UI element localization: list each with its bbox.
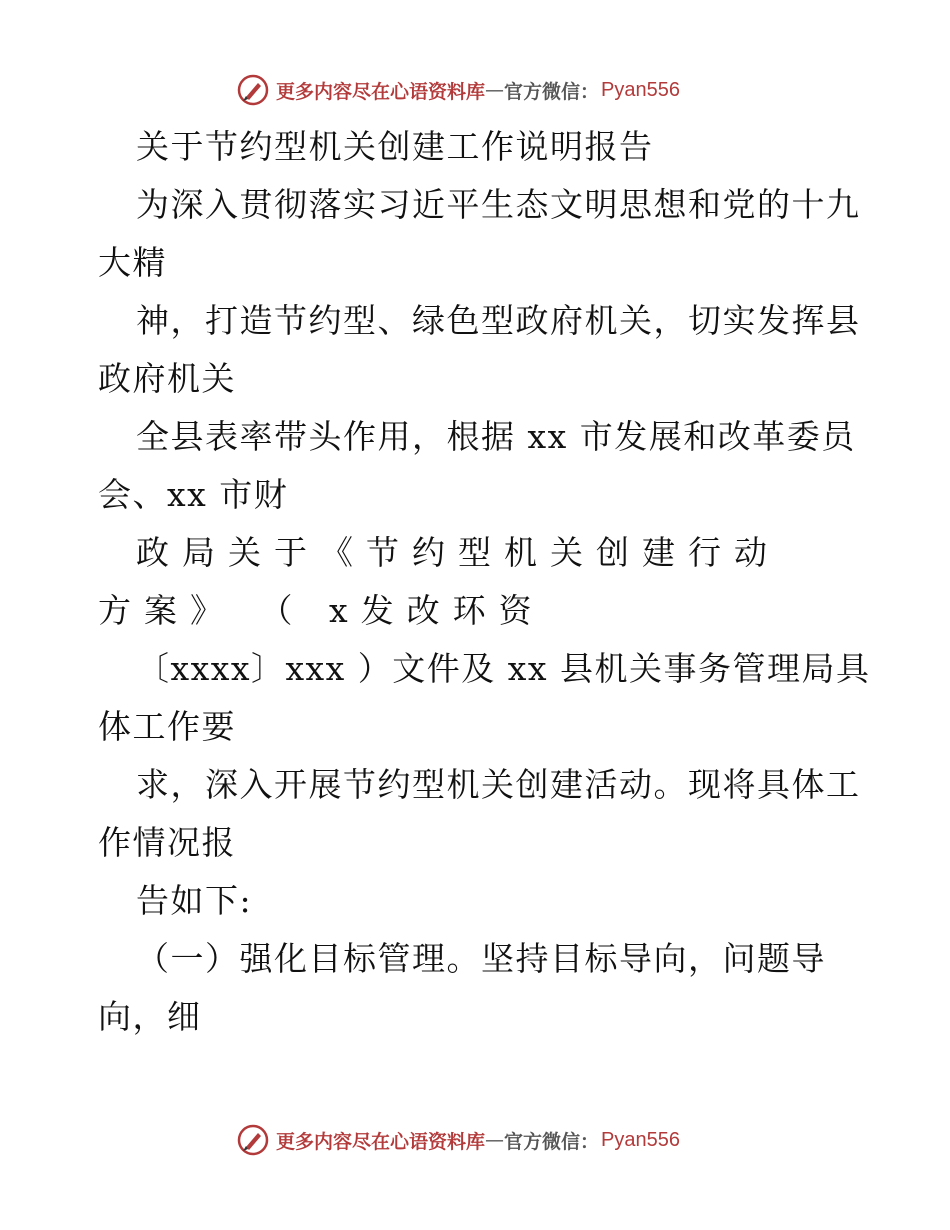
paragraph-line: 会、xx 市财 <box>98 475 289 514</box>
banner-dash: — <box>485 79 505 101</box>
banner-main-text: 更多内容尽在心语资料库 <box>276 1130 486 1153</box>
paragraph-line: 方案》 （ x发改环资 <box>98 591 545 630</box>
banner-wechat-label: 官方微信： <box>504 1130 600 1153</box>
paragraph-line: 为深入贯彻落实习近平生态文明思想和党的十九 <box>136 185 861 224</box>
logo-icon <box>236 73 270 107</box>
document-body <box>98 118 871 1046</box>
banner-wechat-label: 官方微信： <box>504 80 600 103</box>
paragraph-line: 告如下: <box>136 881 253 920</box>
document-title: 关于节约型机关创建工作说明报告 <box>136 127 654 166</box>
paragraph-line: 〔xxxx〕xxx ）文件及 xx 县机关事务管理局具 <box>136 649 871 688</box>
logo-icon <box>236 1123 270 1157</box>
paragraph-line: 体工作要 <box>98 707 236 746</box>
header-watermark-banner <box>236 72 680 108</box>
footer-watermark-banner <box>236 1122 680 1158</box>
paragraph-line: 政局关于《节约型机关创建行动 <box>136 533 780 572</box>
banner-dash: — <box>485 1129 505 1151</box>
banner-wechat-id: Pyan556 <box>601 1128 680 1151</box>
paragraph-line: 向，细 <box>98 997 202 1036</box>
banner-main-text: 更多内容尽在心语资料库 <box>276 80 486 103</box>
paragraph-line: 全县表率带头作用，根据 xx 市发展和改革委员 <box>136 417 856 456</box>
paragraph-line: 政府机关 <box>98 359 236 398</box>
paragraph-line: （一）强化目标管理。坚持目标导向，问题导 <box>136 939 826 978</box>
paragraph-line: 神，打造节约型、绿色型政府机关，切实发挥县 <box>136 301 861 340</box>
paragraph-line: 作情况报 <box>98 823 236 862</box>
banner-wechat-id: Pyan556 <box>601 78 680 101</box>
paragraph-line: 求，深入开展节约型机关创建活动。现将具体工 <box>136 765 861 804</box>
paragraph-line: 大精 <box>98 243 167 282</box>
